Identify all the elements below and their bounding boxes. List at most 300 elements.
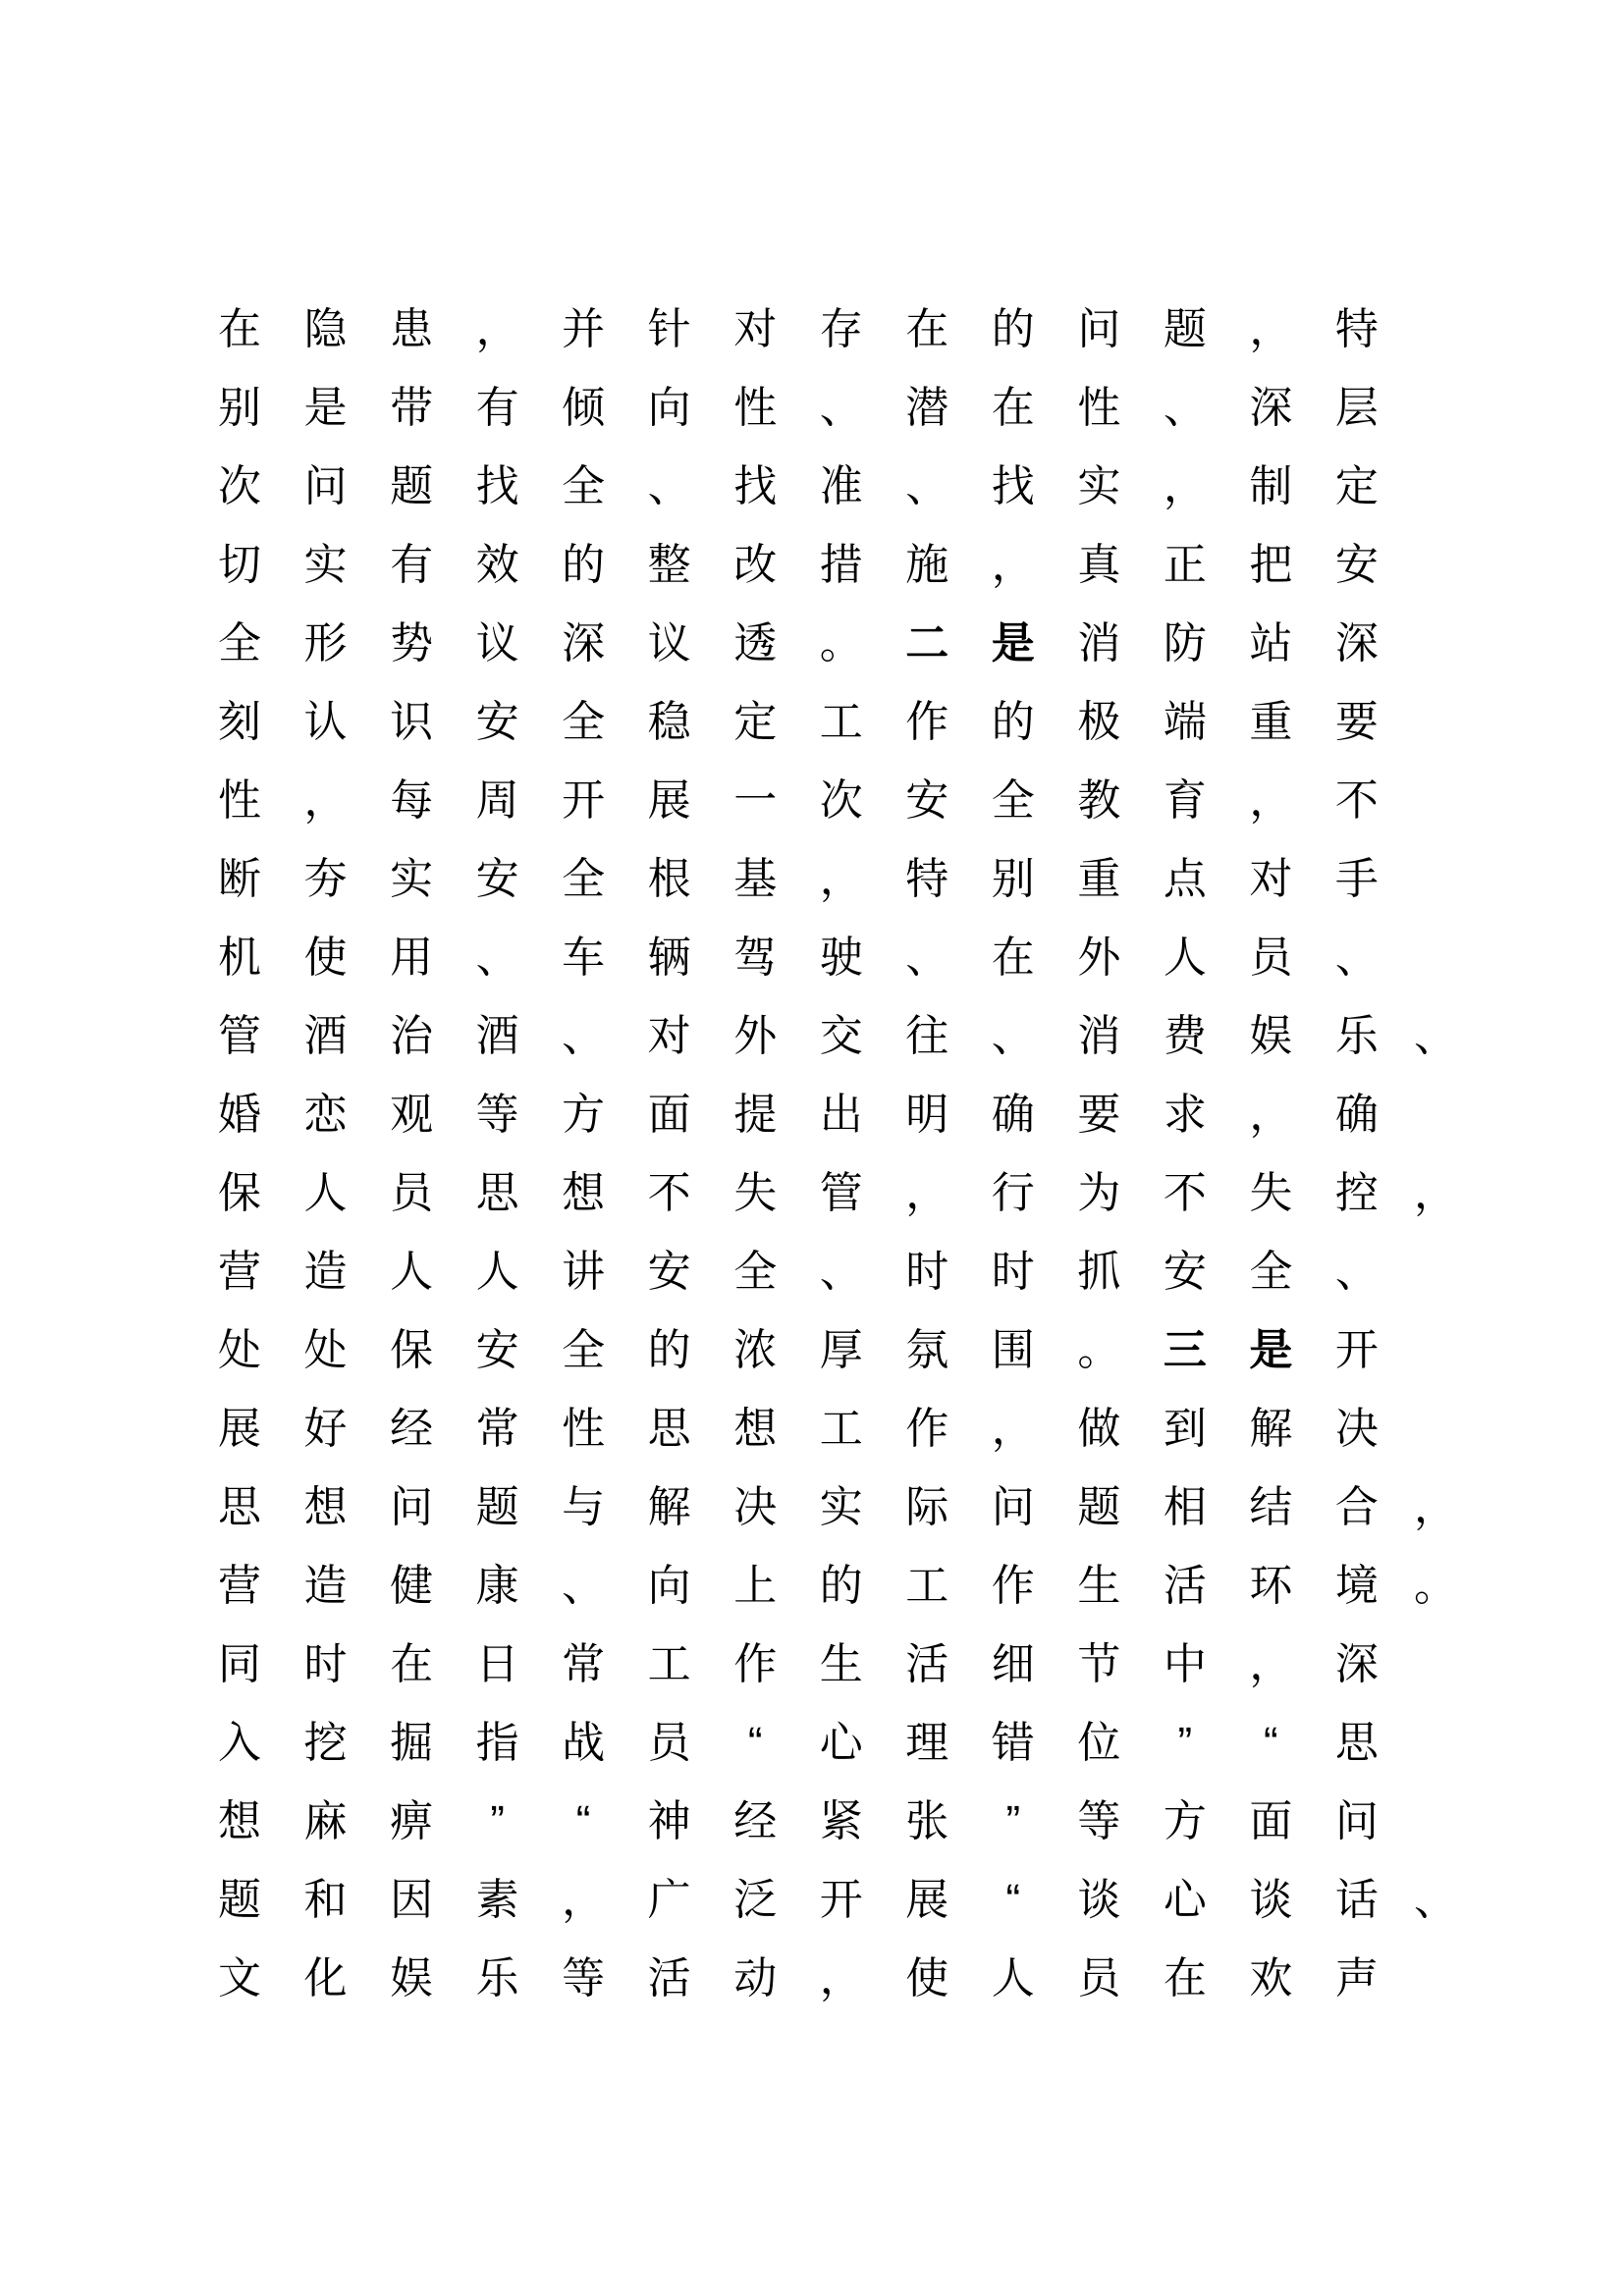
character: 手 bbox=[1334, 855, 1379, 903]
character: 挖 bbox=[303, 1719, 348, 1767]
character: 心 bbox=[819, 1719, 863, 1767]
character: 找 bbox=[733, 462, 778, 510]
character: 性 bbox=[733, 384, 778, 432]
character: 性 bbox=[1077, 384, 1121, 432]
text-line bbox=[218, 840, 1379, 919]
character: 、 bbox=[1334, 1248, 1379, 1296]
character: 、 bbox=[905, 462, 949, 510]
character: 位 bbox=[1077, 1719, 1121, 1767]
text-line bbox=[218, 1468, 1457, 1547]
character: 合 bbox=[1334, 1483, 1379, 1531]
character: 找 bbox=[475, 462, 519, 510]
character: 在 bbox=[991, 384, 1035, 432]
character: 问 bbox=[1077, 305, 1121, 353]
character: 提 bbox=[733, 1091, 778, 1139]
character: 不 bbox=[647, 1169, 691, 1217]
character: 改 bbox=[733, 541, 778, 589]
character: 安 bbox=[647, 1248, 691, 1296]
character: 想 bbox=[562, 1169, 606, 1217]
character: 保 bbox=[390, 1326, 434, 1374]
character: 题 bbox=[475, 1483, 519, 1531]
character: 、 bbox=[1334, 934, 1379, 982]
character: 常 bbox=[475, 1405, 519, 1453]
text-line bbox=[218, 1154, 1457, 1233]
character: 造 bbox=[303, 1562, 348, 1610]
character: 时 bbox=[991, 1248, 1035, 1296]
character: “ bbox=[575, 1797, 591, 1845]
character: 中 bbox=[1163, 1640, 1207, 1688]
character: 厚 bbox=[819, 1326, 863, 1374]
character: 形 bbox=[303, 619, 348, 667]
character: 活 bbox=[647, 1954, 691, 2002]
character: 安 bbox=[475, 855, 519, 903]
character: 问 bbox=[1334, 1797, 1379, 1845]
character: 点 bbox=[1163, 855, 1207, 903]
character: ” bbox=[1177, 1719, 1193, 1767]
character: 次 bbox=[819, 776, 863, 825]
character: 好 bbox=[303, 1405, 348, 1453]
character: 交 bbox=[819, 1012, 863, 1060]
character: ， bbox=[1249, 1640, 1293, 1688]
character: 际 bbox=[905, 1483, 949, 1531]
character: 、 bbox=[562, 1562, 606, 1610]
character: 实 bbox=[1077, 462, 1121, 510]
character: 因 bbox=[390, 1876, 434, 1924]
character: 措 bbox=[819, 541, 863, 589]
character: 等 bbox=[475, 1091, 519, 1139]
character: 解 bbox=[647, 1483, 691, 1531]
character: 防 bbox=[1163, 619, 1207, 667]
character: 对 bbox=[733, 305, 778, 353]
character: ， bbox=[991, 541, 1035, 589]
character: ” bbox=[1005, 1797, 1021, 1845]
character: 开 bbox=[819, 1876, 863, 1924]
character: 深 bbox=[1334, 619, 1379, 667]
character: 周 bbox=[475, 776, 519, 825]
character: ， bbox=[475, 305, 519, 353]
character: 重 bbox=[1249, 698, 1293, 746]
character: ， bbox=[562, 1876, 606, 1924]
character: 做 bbox=[1077, 1405, 1121, 1453]
character: 实 bbox=[819, 1483, 863, 1531]
character: 准 bbox=[819, 462, 863, 510]
character: 并 bbox=[562, 305, 606, 353]
character: 在 bbox=[390, 1640, 434, 1688]
character: 极 bbox=[1077, 698, 1121, 746]
character: 麻 bbox=[303, 1797, 348, 1845]
text-line bbox=[218, 448, 1379, 526]
character: 谈 bbox=[1249, 1876, 1293, 1924]
character: 特 bbox=[1334, 305, 1379, 353]
character: 要 bbox=[1077, 1091, 1121, 1139]
character: 决 bbox=[1334, 1405, 1379, 1453]
character: 健 bbox=[390, 1562, 434, 1610]
character: 题 bbox=[1077, 1483, 1121, 1531]
character: 掘 bbox=[390, 1719, 434, 1767]
character: 的 bbox=[562, 541, 606, 589]
character: 战 bbox=[562, 1719, 606, 1767]
character: 、 bbox=[819, 384, 863, 432]
character: ” bbox=[490, 1797, 505, 1845]
character: 处 bbox=[218, 1326, 261, 1374]
character: 每 bbox=[390, 776, 434, 825]
character: 全 bbox=[562, 855, 606, 903]
character: 在 bbox=[905, 305, 949, 353]
character: 保 bbox=[218, 1169, 261, 1217]
character: 解 bbox=[1249, 1405, 1293, 1453]
character: 认 bbox=[303, 698, 348, 746]
character: 使 bbox=[303, 934, 348, 982]
character: 费 bbox=[1163, 1012, 1207, 1060]
character: 展 bbox=[218, 1405, 261, 1453]
character: 员 bbox=[1249, 934, 1293, 982]
character: 生 bbox=[819, 1640, 863, 1688]
character: 确 bbox=[991, 1091, 1035, 1139]
character: 基 bbox=[733, 855, 778, 903]
character: 的 bbox=[991, 305, 1035, 353]
character: 机 bbox=[218, 934, 261, 982]
character: 乐 bbox=[475, 1954, 519, 2002]
character: 找 bbox=[991, 462, 1035, 510]
character: 、 bbox=[1163, 384, 1207, 432]
character: 失 bbox=[1249, 1169, 1293, 1217]
character: 存 bbox=[819, 305, 863, 353]
character: 整 bbox=[647, 541, 691, 589]
character: 外 bbox=[733, 1012, 778, 1060]
character: 在 bbox=[1163, 1954, 1207, 2002]
character: 工 bbox=[819, 1405, 863, 1453]
character: 常 bbox=[562, 1640, 606, 1688]
character: 作 bbox=[733, 1640, 778, 1688]
character: 别 bbox=[991, 855, 1035, 903]
character: 安 bbox=[1163, 1248, 1207, 1296]
character: 夯 bbox=[303, 855, 348, 903]
character: 特 bbox=[905, 855, 949, 903]
character: 人 bbox=[303, 1169, 348, 1217]
character: ， bbox=[819, 855, 863, 903]
character: 驶 bbox=[819, 934, 863, 982]
character: 用 bbox=[390, 934, 434, 982]
character: 潜 bbox=[905, 384, 949, 432]
character: ， bbox=[303, 776, 348, 825]
character: 确 bbox=[1334, 1091, 1379, 1139]
character: 辆 bbox=[647, 934, 691, 982]
character: 、 bbox=[475, 934, 519, 982]
character: 工 bbox=[647, 1640, 691, 1688]
emphasized-character: 三 bbox=[1163, 1326, 1207, 1374]
character: 康 bbox=[475, 1562, 519, 1610]
character: ， bbox=[1414, 1483, 1457, 1531]
character: 真 bbox=[1077, 541, 1121, 589]
character: 经 bbox=[733, 1797, 778, 1845]
character: 管 bbox=[218, 1012, 261, 1060]
character: 的 bbox=[647, 1326, 691, 1374]
character: 题 bbox=[1163, 305, 1207, 353]
character: 营 bbox=[218, 1248, 261, 1296]
character: 欢 bbox=[1249, 1954, 1293, 2002]
character: 浓 bbox=[733, 1326, 778, 1374]
character: 向 bbox=[647, 1562, 691, 1610]
character: 时 bbox=[905, 1248, 949, 1296]
text-line bbox=[218, 605, 1379, 683]
emphasized-character: 是 bbox=[1249, 1326, 1293, 1374]
character: 氛 bbox=[905, 1326, 949, 1374]
character: 神 bbox=[647, 1797, 691, 1845]
character: 的 bbox=[991, 698, 1035, 746]
character: 声 bbox=[1334, 1954, 1379, 2002]
character: 是 bbox=[303, 384, 348, 432]
text-line bbox=[218, 291, 1379, 369]
character: 全 bbox=[562, 462, 606, 510]
character: 消 bbox=[1077, 1012, 1121, 1060]
character: 酒 bbox=[303, 1012, 348, 1060]
character: 展 bbox=[647, 776, 691, 825]
character: 的 bbox=[819, 1562, 863, 1610]
character: 心 bbox=[1163, 1876, 1207, 1924]
character: 入 bbox=[218, 1719, 261, 1767]
character: ， bbox=[1249, 776, 1293, 825]
character: 活 bbox=[905, 1640, 949, 1688]
character: 隐 bbox=[303, 305, 348, 353]
character: 全 bbox=[562, 1326, 606, 1374]
character: 到 bbox=[1163, 1405, 1207, 1453]
character: 素 bbox=[475, 1876, 519, 1924]
character: 指 bbox=[475, 1719, 519, 1767]
character: 次 bbox=[218, 462, 261, 510]
character: 上 bbox=[733, 1562, 778, 1610]
character: 不 bbox=[1334, 776, 1379, 825]
text-line bbox=[218, 762, 1379, 840]
character: 泛 bbox=[733, 1876, 778, 1924]
character: 动 bbox=[733, 1954, 778, 2002]
character: 婚 bbox=[218, 1091, 261, 1139]
character: 在 bbox=[991, 934, 1035, 982]
character: 明 bbox=[905, 1091, 949, 1139]
character: 外 bbox=[1077, 934, 1121, 982]
character: 相 bbox=[1163, 1483, 1207, 1531]
character: 娱 bbox=[390, 1954, 434, 2002]
character: ， bbox=[819, 1954, 863, 2002]
character: 想 bbox=[303, 1483, 348, 1531]
character: 娱 bbox=[1249, 1012, 1293, 1060]
character: 观 bbox=[390, 1091, 434, 1139]
character: 开 bbox=[1334, 1326, 1379, 1374]
character: 处 bbox=[303, 1326, 348, 1374]
character: 往 bbox=[905, 1012, 949, 1060]
character: 识 bbox=[390, 698, 434, 746]
character: ， bbox=[1414, 1169, 1457, 1217]
text-line bbox=[218, 1940, 1379, 2018]
character: 活 bbox=[1163, 1562, 1207, 1610]
character: 定 bbox=[733, 698, 778, 746]
character: 想 bbox=[218, 1797, 261, 1845]
text-line bbox=[218, 997, 1457, 1076]
character: 方 bbox=[1163, 1797, 1207, 1845]
character: 紧 bbox=[819, 1797, 863, 1845]
character: ， bbox=[1163, 462, 1207, 510]
character: 施 bbox=[905, 541, 949, 589]
character: 讲 bbox=[562, 1248, 606, 1296]
character: 行 bbox=[991, 1169, 1035, 1217]
character: 开 bbox=[562, 776, 606, 825]
character: 广 bbox=[647, 1876, 691, 1924]
character: 错 bbox=[991, 1719, 1035, 1767]
character: 全 bbox=[1249, 1248, 1293, 1296]
character: 育 bbox=[1163, 776, 1207, 825]
character: 带 bbox=[390, 384, 434, 432]
character: 切 bbox=[218, 541, 261, 589]
character: 车 bbox=[562, 934, 606, 982]
character: 与 bbox=[562, 1483, 606, 1531]
character: 有 bbox=[475, 384, 519, 432]
character: 思 bbox=[1334, 1719, 1379, 1767]
character: 、 bbox=[1414, 1012, 1457, 1060]
character: 人 bbox=[475, 1248, 519, 1296]
character: 方 bbox=[562, 1091, 606, 1139]
character: 求 bbox=[1163, 1091, 1207, 1139]
text-line bbox=[218, 919, 1379, 997]
character: 结 bbox=[1249, 1483, 1293, 1531]
character: 对 bbox=[1249, 855, 1293, 903]
character: 人 bbox=[1163, 934, 1207, 982]
character: 驾 bbox=[733, 934, 778, 982]
character: 端 bbox=[1163, 698, 1207, 746]
character: 。 bbox=[1414, 1562, 1457, 1610]
character: 展 bbox=[905, 1876, 949, 1924]
character: 效 bbox=[475, 541, 519, 589]
character: 把 bbox=[1249, 541, 1293, 589]
text-line bbox=[218, 683, 1379, 762]
character: 势 bbox=[390, 619, 434, 667]
character: 安 bbox=[475, 698, 519, 746]
character: “ bbox=[1264, 1719, 1278, 1767]
character: 人 bbox=[991, 1954, 1035, 2002]
character: 、 bbox=[562, 1012, 606, 1060]
character: 工 bbox=[819, 698, 863, 746]
character: 控 bbox=[1334, 1169, 1379, 1217]
character: 议 bbox=[475, 619, 519, 667]
character: 为 bbox=[1077, 1169, 1121, 1217]
character: 正 bbox=[1163, 541, 1207, 589]
character: 理 bbox=[905, 1719, 949, 1767]
character: 根 bbox=[647, 855, 691, 903]
character: 日 bbox=[475, 1640, 519, 1688]
character: 境 bbox=[1334, 1562, 1379, 1610]
character: 患 bbox=[390, 305, 434, 353]
character: 治 bbox=[390, 1012, 434, 1060]
character: 乐 bbox=[1334, 1012, 1379, 1060]
character: “ bbox=[1005, 1876, 1021, 1924]
character: 别 bbox=[218, 384, 261, 432]
text-line bbox=[218, 1861, 1457, 1940]
character: 生 bbox=[1077, 1562, 1121, 1610]
character: 化 bbox=[303, 1954, 348, 2002]
character: 痹 bbox=[390, 1797, 434, 1845]
character: 消 bbox=[1077, 619, 1121, 667]
text-line bbox=[218, 1076, 1379, 1154]
character: 营 bbox=[218, 1562, 261, 1610]
character: ， bbox=[991, 1405, 1035, 1453]
character: 造 bbox=[303, 1248, 348, 1296]
character: 制 bbox=[1249, 462, 1293, 510]
character: 倾 bbox=[562, 384, 606, 432]
character: 话 bbox=[1334, 1876, 1379, 1924]
character: 时 bbox=[303, 1640, 348, 1688]
text-line bbox=[218, 1547, 1457, 1626]
character: 一 bbox=[733, 776, 778, 825]
text-line bbox=[218, 1390, 1379, 1468]
character: 出 bbox=[819, 1091, 863, 1139]
character: 性 bbox=[562, 1405, 606, 1453]
character: 在 bbox=[218, 305, 261, 353]
character: 有 bbox=[390, 541, 434, 589]
character: 决 bbox=[733, 1483, 778, 1531]
character: 。 bbox=[819, 619, 863, 667]
character: 安 bbox=[905, 776, 949, 825]
character: 环 bbox=[1249, 1562, 1293, 1610]
character: 员 bbox=[390, 1169, 434, 1217]
character: 工 bbox=[905, 1562, 949, 1610]
character: 全 bbox=[218, 619, 261, 667]
character: 想 bbox=[733, 1405, 778, 1453]
character: 作 bbox=[905, 1405, 949, 1453]
character: 稳 bbox=[647, 698, 691, 746]
character: 人 bbox=[390, 1248, 434, 1296]
character: 同 bbox=[218, 1640, 261, 1688]
character: ， bbox=[1249, 1091, 1293, 1139]
character: 面 bbox=[647, 1091, 691, 1139]
character: 细 bbox=[991, 1640, 1035, 1688]
character: 抓 bbox=[1077, 1248, 1121, 1296]
text-line bbox=[218, 1233, 1379, 1311]
character: 使 bbox=[905, 1954, 949, 2002]
character: 对 bbox=[647, 1012, 691, 1060]
text-line bbox=[218, 1783, 1379, 1861]
character: 全 bbox=[562, 698, 606, 746]
character: 题 bbox=[390, 462, 434, 510]
character: 深 bbox=[1249, 384, 1293, 432]
text-line bbox=[218, 1311, 1379, 1390]
character: 深 bbox=[562, 619, 606, 667]
character: 思 bbox=[475, 1169, 519, 1217]
character: 实 bbox=[390, 855, 434, 903]
character: 酒 bbox=[475, 1012, 519, 1060]
character: 教 bbox=[1077, 776, 1121, 825]
character: 全 bbox=[733, 1248, 778, 1296]
character: 站 bbox=[1249, 619, 1293, 667]
character: “ bbox=[747, 1719, 763, 1767]
character: 谈 bbox=[1077, 1876, 1121, 1924]
text-line bbox=[218, 1626, 1379, 1704]
character: 等 bbox=[562, 1954, 606, 2002]
character: 和 bbox=[303, 1876, 348, 1924]
character: 面 bbox=[1249, 1797, 1293, 1845]
emphasized-character: 二 bbox=[905, 619, 949, 667]
character: 问 bbox=[303, 462, 348, 510]
character: 、 bbox=[647, 462, 691, 510]
character: 等 bbox=[1077, 1797, 1121, 1845]
character: 恋 bbox=[303, 1091, 348, 1139]
character: 性 bbox=[218, 776, 261, 825]
character: 刻 bbox=[218, 698, 261, 746]
character: 作 bbox=[991, 1562, 1035, 1610]
character: 问 bbox=[991, 1483, 1035, 1531]
character: 要 bbox=[1334, 698, 1379, 746]
character: 围 bbox=[991, 1326, 1035, 1374]
character: 问 bbox=[390, 1483, 434, 1531]
character: 不 bbox=[1163, 1169, 1207, 1217]
character: 、 bbox=[819, 1248, 863, 1296]
